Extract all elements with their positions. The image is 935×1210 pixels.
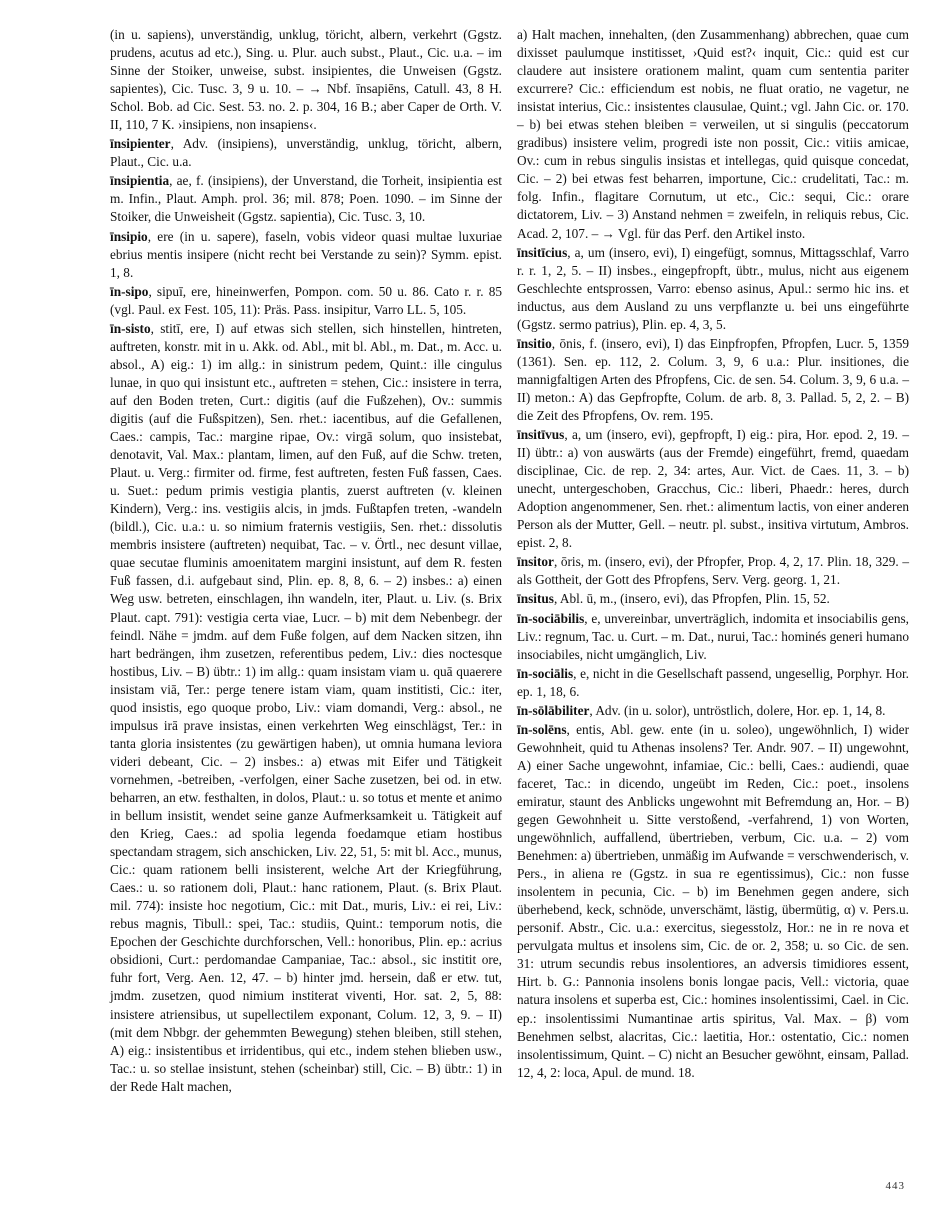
- entry-headword: īnsitīvus: [517, 427, 565, 443]
- entry-body: , e, unvereinbar, unverträglich, indomita et insociabilis gens, Liv.: regnum, Tac. u. Curt. – m. Dat., nurui, Tac.: hominés generi humano insociabiles, nicht umgänglich, Liv.: [517, 610, 909, 662]
- right-column: [517, 26, 909, 1082]
- entry-insipio: [110, 228, 502, 282]
- page-number: 443: [885, 1180, 905, 1192]
- entry-body: , ere (in u. sapere), faseln, vobis videor quasi multae luxuriae ebrius mentis insipere (nicht recht bei Verstande zu sein)? Symm. epist. 1, 8.: [110, 228, 502, 280]
- entry-insitio: [517, 335, 909, 425]
- entry-headword: īnsipio: [110, 228, 148, 244]
- entry-headword: īn-solēns: [517, 721, 567, 737]
- entry-body: , Adv. (insipiens), unverständig, unklug, töricht, albern, Plaut., Cic. u.a.: [110, 136, 502, 170]
- entry-in-socialis: [517, 665, 909, 701]
- entry-headword: īn-sisto: [110, 320, 151, 336]
- entry-body: , ōris, m. (insero, evi), der Pfropfer, Prop. 4, 2, 17. Plin. 18, 329. – als Gottheit, der Gott des Pfropfens, Serv. Verg. georg. 1, 21.: [517, 554, 909, 588]
- entry-insiticius: [517, 244, 909, 334]
- entry-in-sociabilis: [517, 610, 909, 664]
- entry-insitivus: [517, 426, 909, 552]
- entry-in-solabiliter: [517, 702, 909, 720]
- entry-insipienter: [110, 135, 502, 171]
- entry-headword: īnsitus: [517, 591, 554, 607]
- entry-headword: īn-sōlābiliter: [517, 702, 590, 718]
- entry-insitor: [517, 553, 909, 589]
- entry-headword: īn-sociālis: [517, 665, 574, 681]
- entry-body: , ae, f. (insipiens), der Unverstand, die Torheit, insipientia est m. Infin., Plaut. Amph. prol. 36; mil. 878; Poen. 1090. – im Sinne der Stoiker, die Unweisheit (Ggstz. sapientia), Cic. Tusc. 3, 10.: [110, 173, 502, 225]
- entry-in-solens: [517, 721, 909, 1082]
- entry-headword: īnsipientia: [110, 173, 170, 189]
- left-column: [110, 26, 502, 1096]
- entry-body: , a, um (insero, evi), I) eingefügt, somnus, Mittagsschlaf, Varro r. r. 1, 2, 5. – II) insbes., eingepfropft, übtr., mulus, nicht aus eigenem Geschlechte entsprossen, Varro: ebenso asinus, Apul.: sermo hic ins. et inductus, aus dem Ausland zu uns verpflanzte u. bei uns eingeführte (Ggstz. sermo patrius), Plin. ep. 4, 3, 5.: [517, 244, 909, 332]
- entry-body: , stitī, ere, I) auf etwas sich stellen, sich hinstellen, hintreten, auftreten, konstr. mit in u. Akk. od. Abl., mit bl. Abl., m. Dat., m. Acc. u. absol., A) eig.: 1) im allg.: in sinistrum pedem, Quint.: ille cingulus lunae, in quo qui insistunt etc., auftreten = stehen, Cic.: insistere in terra, auf den Boden treten, Curt.: digitis (auf die Fußzehen), Ov.: summis digitis (auf die Fußspitzen), Sen. rhet.: iacentibus, auf die Gefallenen, Caes.: campis, Tac.: margine ripae, Ov.: virgā solum, quo insistebat, denotavit, Val. Max.: plantam, limen, auf den Fuß, auf die Schw. treten, Plaut. u. Verg.: firmiter od. firme, fest auftreten, festen Fuß fassen, Caes. u. Suet.: pedum primis vestigia plantis, zuerst auftreten (v. kleinen Kindern), Verg.: ins. vestigiis alcis, in jmds. Fußtapfen treten, -wandeln (bildl.), Cic. u.a.: u. so nimium fraternis vestigiis, Sen. rhet.: dissolutis membris insistere (auftreten) nequibat, Tac. – v. Örtl., nec desunt villae, quae secutae fluminis amoenitatem margini insistunt, auf dem R. festen Fuß fassen, d.i. aufgebaut sind, Plin. ep. 8, 8, 6. – 2) insbes.: a) einen Weg usw. betreten, einschlagen, ihn wandeln, iter, Plaut. u. Liv. (s. Brix Plaut. capt. 791): vestigia certa viae, Lucr. – b) mit dem Nebenbegr. der feindl. Nähe = jmdm. auf dem Fuße folgen, auf dem Nacken sitzen, ihn hart bedrängen, ihm zusetzen, referentibus pedem, Liv.: dies noctesque hostibus, Liv. – B) übtr.: 1) im allg.: quam insistam viam u. quā quaerere insistam viā, Ter.: perge tenere istam viam, quam institisti, Cic.: iter, quod insistis, ego quoque probo, Liv.: viam domandi, Verg.: absol., ne impulsus irā prave insistas, einen verkehrten Weg einschlägst, Ter.: in tanta gloria insistentes (zu gewärtigen haben), ut omnia humana leviora videri debeant, Cic. – 2) insbes.: a) etwas mit Eifer und Tätigkeit vornehmen, -betreiben, -verfolgen, einer Sache zusetzen, bei od. in etw. beharren, an etw. festhalten, in dolos, Plaut.: u. so totus et mente et animo in bellum insistit, wendet seine ganze Aufmerksamkeit u. Tätigkeit auf den Krieg, Caes.: ad spolia legenda foedamque etiam hostibus spectandam stragem, sich anschicken, Liv. 22, 51, 5: mit bl. Acc., munus, Cic.: quam rationem belli insisterent, welche Art der Kriegführung, Caes.: u. so rationem doli, Plaut.: hanc rationem, Plaut. (s. Brix Plaut. mil. 774): insiste hoc negotium, Cic.: mit Dat., muris, Liv.: ei rei, Liv.: rebus magnis, Tibull.: spei, Tac.: studiis, Quint.: temporum notis, die Epochen der Geschichte durchforschen, Vell.: honoribus, Plin. ep.: acrius obsidioni, Curt.: perdomandae Campaniae, Tac.: absol., sic institit ore, fuhr fort, Verg. Aen. 12, 47. – b) hinter jmd. hersein, daß er etw. tut, jmdm. zusetzen, quod nimium institerat viventi, Hor. sat. 2, 5, 88: insistere atriensibus, ut supellectilem exponant, Colum. 12, 3, 9. – II) (mit dem Nbbgr. der gehemmten Bewegung) stehen bleiben, still stehen, A) eig.: insistentibus et irridentibus, qui etc., indem stehen blieben usw., Tac.: u. so stellae insistunt, stehen (scheinbar) still, Cic. – B) übtr.: 1) in der Rede Halt machen,: [110, 320, 502, 1094]
- entry-headword: īn-sipo: [110, 283, 149, 299]
- entry-headword: īn-sociābilis: [517, 610, 585, 626]
- entry-body: , sipuī, ere, hineinwerfen, Pompon. com. 50 u. 86. Cato r. r. 85 (vgl. Paul. ex Fest. 105, 11): Präs. Pass. insipitur, Varro LL. 5, 105.: [110, 283, 502, 317]
- entry-insitus: [517, 590, 909, 608]
- entry-in-sisto: [110, 320, 502, 1096]
- entry-headword: īnsitio: [517, 335, 552, 351]
- entry-body: , e, nicht in die Gesellschaft passend, ungesellig, Porphyr. Hor. ep. 1, 18, 6.: [517, 665, 909, 699]
- entry-in-sipo: [110, 283, 502, 319]
- entry-body: , entis, Abl. gew. ente (in u. soleo), ungewöhnlich, I) wider Gewohnheit, quid tu Athenas insolens? Ter. Andr. 907. – II) ungewohnt, A) einer Sache ungewohnt, infamiae, Cic.: belli, Caes.: audiendi, quae faceret, Tac.: in dicendo, ungeübt im Reden, Cic.: poet., insolens emiratur, staunt des Anblicks ungewohnt mit Befremdung an, Hor. – B) gegen Gewohnheit u. Sitte verstoßend, -verfahrend, 1) von Worten, ungewöhnlich, auffallend, übertrieben, verbum, Cic. u.a. – 2) vom Benehmen: a) übertrieben, unmäßig im Aufwande = verschwenderisch, v. Pers., in aliena re (Ggstz. in sua re egentissimus), Cic.: non fusse insolentem in pecunia, Cic. – b) im Benehmen gegen andere, sich überhebend, keck, schnöde, unverschämt, lästig, übermütig, α) v. Pers.u. personif. Abstr., Cic. u.a.: exercitus, siegesstolz, Hor.: ne in re nova et pervulgata multus et insolens sim, Cic. de or. 2, 358; u. so Cic. de sen. 31: utrum secundis rebus insolentiores, an adversis timidiores essent, Hirt. b. G.: Pannonia insolens bonis longae pacis, Vell.: victoria, quae natura insolens et superba est, Cic.: homines insolentissimi, Cael. in Cic. ep.: insolentissimi Numantinae artis spiritus, Val. Max. – β) vom Benehmen selbst, alacritas, Cic.: laetitia, Hor.: ostentatio, Cic.: nomen insolentissimum, Quint. – C) nicht an Besucher gewöhnt, einsam, Pallad. 12, 4, 2: loca, Apul. de mund. 18.: [517, 721, 909, 1080]
- entry-body: , Adv. (in u. solor), untröstlich, dolere, Hor. ep. 1, 14, 8.: [589, 702, 886, 718]
- entry-continuation: a) Halt machen, innehalten, (den Zusammenhang) abbrechen, quae cum dixisset paulumque institisset, ›Quid est?‹ inquit, Cic.: quid est cur claudere aut insistere orationem malint, quam cum sententia pariter excurrere? Cic.: efficiendum est nobis, ne fluat oratio, ne vagetur, ne insistat interius, Cic.: insistentes clausulae, Quint.; vgl. Jahn Cic. or. 170. – b) bei etwas stehen bleiben = verweilen, ut si singulis (peccatorum gradibus) insistere velim, progredi iste non possit, Cic.: vitiis amicae, Ov.: cum in rebus singulis insistas et intellegas, quid quisque concedat, Cic. – 2) bei etwas fest beharren, importune, Cic.: crudelitati, Tac.: m. folg. Infin., flagitare Cornutum, ut etc., Cic.: sequi, Cic.: orare dictatorem, Liv. – 3) Anstand nehmen = zweifeln, in reliquis rebus, Cic. Acad. 2, 107. – → Vgl. für das Perf. den Artikel insto.: [517, 27, 909, 241]
- entry-headword: īnsitīcius: [517, 244, 568, 260]
- entry-body: , Abl. ū, m., (insero, evi), das Pfropfen, Plin. 15, 52.: [553, 591, 830, 607]
- entry-headword: īnsipienter: [110, 136, 171, 152]
- entry-headword: īnsitor: [517, 554, 554, 570]
- entry-insipientia: [110, 172, 502, 226]
- entry-body: , a, um (insero, evi), gepfropft, I) eig.: pira, Hor. epod. 2, 19. – II) übtr.: a) von auswärts (aus der Fremde) eingeführt, fremd, quaedam disciplinae, Cic. de rep. 2, 34: artes, Aur. Vict. de Caes. 11, 3. – b) unecht, untergeschoben, Gracchus, Cic.: liberi, Phaedr.: heres, durch Adoption angenommener, Sen. rhet.: alimentum lactis, von einer anderen Person als der Mutter, Gell. – neutr. pl. subst., insitiva virtutum, Ambros. epist. 2, 8.: [517, 427, 909, 551]
- entry-continuation: (in u. sapiens), unverständig, unklug, töricht, albern, verkehrt (Ggstz. prudens, acutus ad etc.), Sing. u. Plur. auch subst., Plaut., Cic. u.a. – im Sinne der Stoiker, unweise, subst. insipientes, die Unweisen (Ggstz. sapientes), Cic. Tusc. 3, 9 u. 10. – → Nbf. īnsapiēns, Catull. 43, 8 H. Schol. Bob. ad Cic. Sest. 53. no. 2. p. 304, 16 B.; aber Caper de Orth. V. II, 110, 7 K. ›insipiens, non insapiens‹.: [110, 27, 502, 133]
- entry-body: , ōnis, f. (insero, evi), I) das Einpfropfen, Pfropfen, Lucr. 5, 1359 (1361). Sen. ep. 112, 2. Colum. 3, 9, 6 u.a.: Plur. insitiones, die mannigfaltigen Arten des Pfropfens, Cic. de sen. 54. Colum. 3, 9, 6 u.a. – II) meton.: A) das Gepfropfte, Colum. de arb. 8, 3. Pallad. 5, 2, 2. – B) die Zeit des Pfropfens, Ov. rem. 195.: [517, 335, 909, 423]
